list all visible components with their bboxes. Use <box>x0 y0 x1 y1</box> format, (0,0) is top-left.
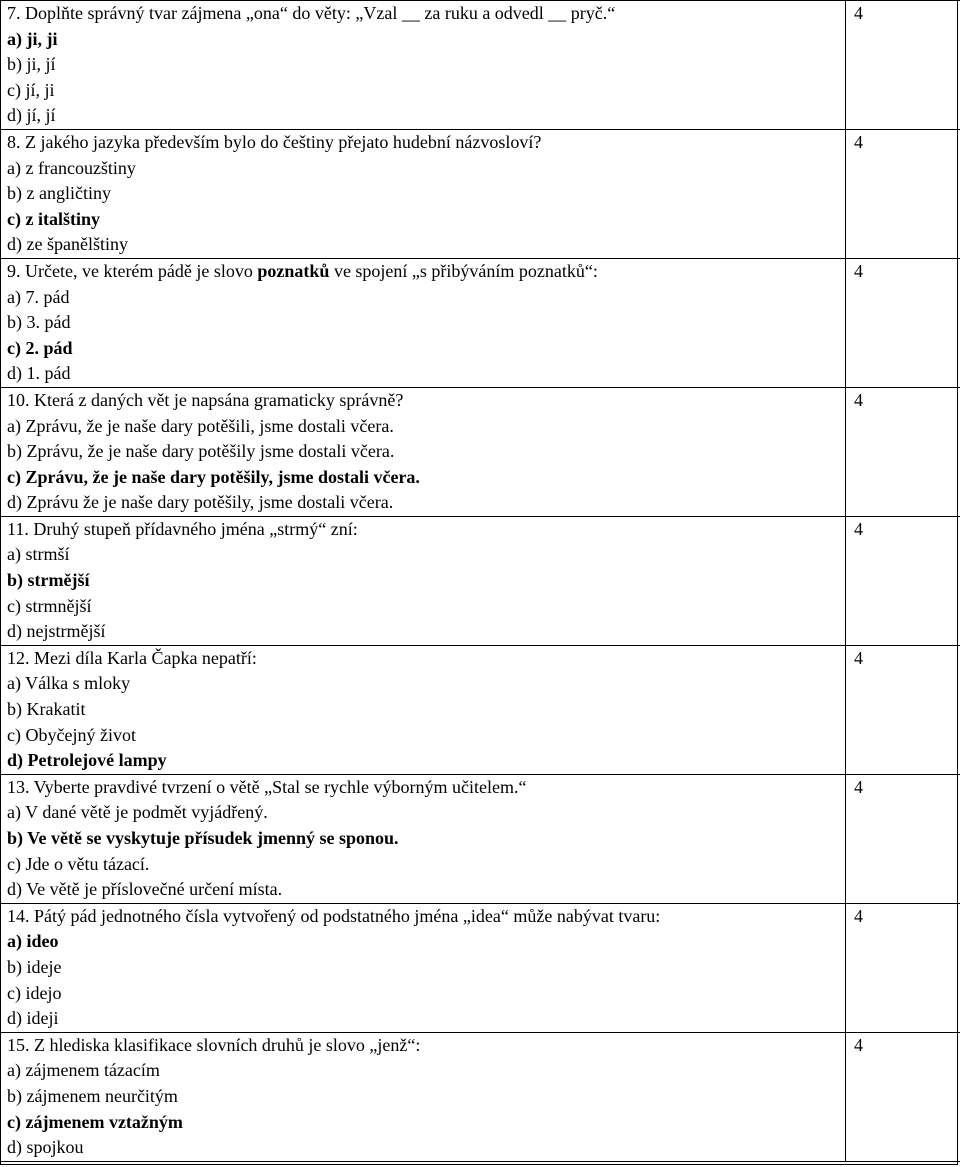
question-text <box>7 259 845 285</box>
answer-option: b) Zprávu, že je naše dary potěšily jsme dostali včera. <box>7 441 395 462</box>
question-keyword: poznatků <box>257 260 330 281</box>
question-text-part: ve spojení „s přibýváním poznatků“: <box>329 260 598 281</box>
correct-answer-option: c) 2. pád <box>7 337 73 358</box>
answer-option: c) jí, ji <box>7 79 55 100</box>
correct-answer-option: c) z italštiny <box>7 208 100 229</box>
question-row <box>1 516 960 645</box>
question-text: 13. Vyberte pravdivé tvrzení o větě „Stal se rychle výborným učitelem.“ <box>7 776 527 797</box>
answer-option: b) 3. pád <box>7 312 71 333</box>
answer-option: a) V dané větě je podmět vyjádřený. <box>7 802 268 823</box>
question-row <box>1 258 960 387</box>
points-cell <box>846 387 960 516</box>
answer-option: c) strmnější <box>7 595 92 616</box>
answer-option: d) jí, jí <box>7 105 56 126</box>
points-cell <box>846 903 960 1032</box>
question-row <box>1 1032 960 1161</box>
question-text: 11. Druhý stupeň přídavného jména „strmý“ zní: <box>7 518 358 539</box>
correct-answer-option: a) ji, ji <box>7 28 58 49</box>
question-cell <box>1 903 846 1032</box>
correct-answer-option: d) Petrolejové lampy <box>7 750 167 771</box>
answer-option: a) zájmenem tázacím <box>7 1060 160 1081</box>
answer-option: d) ideji <box>7 1008 59 1029</box>
points-cell <box>846 1 960 130</box>
answer-option: c) Obyčejný život <box>7 724 136 745</box>
points-cell <box>846 129 960 258</box>
question-text: 10. Která z daných vět je napsána gramaticky správně? <box>7 389 404 410</box>
answer-option: a) strmší <box>7 544 70 565</box>
points-value: 4 <box>854 776 863 797</box>
question-text: 8. Z jakého jazyka především bylo do češtiny přejato hudební názvosloví? <box>7 131 542 152</box>
points-cell <box>846 516 960 645</box>
points-value: 4 <box>854 131 863 152</box>
points-value: 4 <box>854 3 863 23</box>
points-value: 4 <box>854 905 863 926</box>
answer-option: c) Jde o větu tázací. <box>7 853 150 874</box>
question-cell <box>1 645 846 774</box>
points-value: 4 <box>854 260 863 281</box>
question-cell <box>1 258 846 387</box>
answer-option: d) Zprávu že je naše dary potěšily, jsme dostali včera. <box>7 492 394 513</box>
answer-option: b) z angličtiny <box>7 183 111 204</box>
points-cell <box>846 1032 960 1161</box>
answer-option: a) Zprávu, že je naše dary potěšili, jsme dostali včera. <box>7 415 394 436</box>
question-row <box>1 387 960 516</box>
answer-option: a) Válka s mloky <box>7 673 131 694</box>
answer-option: b) Krakatit <box>7 699 86 720</box>
points-cell <box>846 645 960 774</box>
question-text: 14. Pátý pád jednotného čísla vytvořený od podstatného jména „idea“ může nabývat tvaru: <box>7 905 661 926</box>
question-cell <box>1 387 846 516</box>
answer-option: d) Ve větě je příslovečné určení místa. <box>7 879 283 900</box>
answer-option: d) nejstrmější <box>7 621 106 642</box>
question-row <box>1 129 960 258</box>
question-row <box>1 903 960 1032</box>
correct-answer-option: a) ideo <box>7 931 59 952</box>
points-value: 4 <box>854 518 863 539</box>
question-cell <box>1 129 846 258</box>
question-text: 15. Z hlediska klasifikace slovních druhů je slovo „jenž“: <box>7 1034 421 1055</box>
answer-option: c) idejo <box>7 982 62 1003</box>
correct-answer-option: c) zájmenem vztažným <box>7 1111 183 1132</box>
question-row <box>1 774 960 903</box>
correct-answer-option: b) strmější <box>7 570 90 591</box>
question-text-part: 9. Určete, ve kterém pádě je slovo <box>7 260 258 281</box>
points-value: 4 <box>854 647 863 668</box>
question-row <box>1 645 960 774</box>
question-cell <box>1 516 846 645</box>
answer-option: b) ji, jí <box>7 54 56 75</box>
question-text: 12. Mezi díla Karla Čapka nepatří: <box>7 647 257 668</box>
correct-answer-option: c) Zprávu, že je naše dary potěšily, jsme dostali včera. <box>7 466 420 487</box>
answer-option: a) 7. pád <box>7 286 70 307</box>
answer-option: d) ze španělštiny <box>7 234 128 255</box>
correct-answer-option: b) Ve větě se vyskytuje přísudek jmenný se sponou. <box>7 828 399 848</box>
points-cell <box>846 258 960 387</box>
points-value: 4 <box>854 1034 863 1055</box>
answer-option: b) zájmenem neurčitým <box>7 1085 178 1106</box>
answer-option: a) z francouzštiny <box>7 157 136 178</box>
answer-option: b) ideje <box>7 956 62 977</box>
points-value: 4 <box>854 389 863 410</box>
question-row <box>1 1 960 130</box>
question-text: 7. Doplňte správný tvar zájmena „ona“ do věty: „Vzal __ za ruku a odvedl __ pryč.“ <box>7 3 616 23</box>
quiz-table-body <box>1 1 960 1162</box>
question-cell <box>1 1032 846 1161</box>
points-cell <box>846 774 960 903</box>
question-cell <box>1 1 846 130</box>
answer-option: d) 1. pád <box>7 363 71 384</box>
answer-option: d) spojkou <box>7 1137 84 1158</box>
question-cell <box>1 774 846 903</box>
